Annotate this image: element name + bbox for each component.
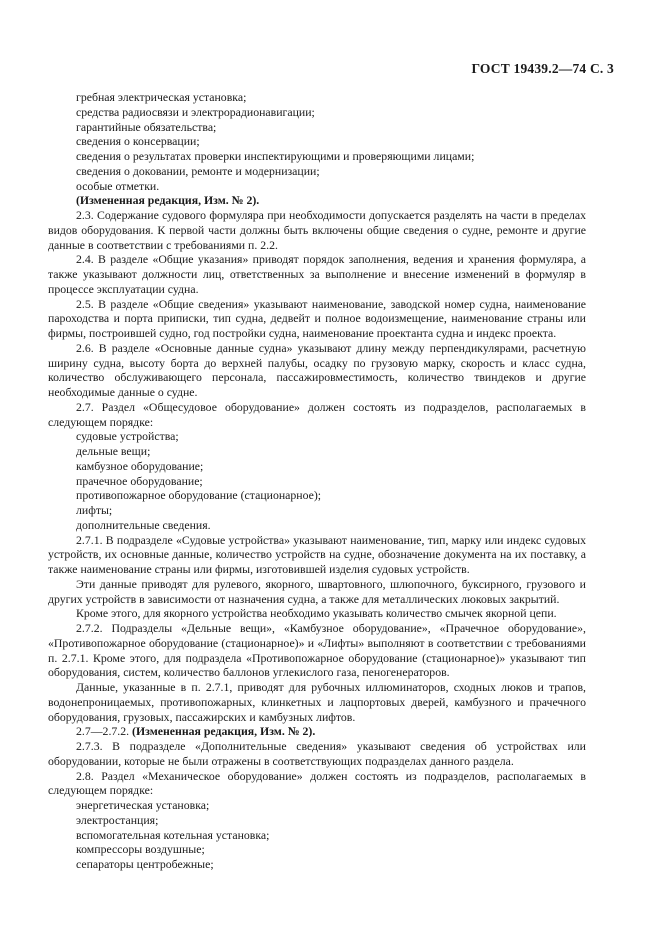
amendment-note: (Измененная редакция, Изм. № 2). — [76, 193, 260, 208]
list-item: дополнительные сведения. — [76, 517, 211, 532]
paragraph-2-3: 2.3. Содержание судового формуляра при необходимости допускается разделять на части в пределах видов оборудования. К первой части должны быть включены общие сведения о судне, ремонте и другие данные в соответствии с требованиями п. 2.2. — [48, 208, 586, 252]
list-item: вспомогательная котельная установка; — [76, 827, 270, 842]
paragraph-2-5: 2.5. В разделе «Общие сведения» указывают наименование, заводской номер судна, наименование пароходства и порта приписки, тип судна, дедвейт и полное водоизмещение, наименование страны или фирмы, построившей судно, год постройки судна, наименование проектанта судна и индекс проекта. — [48, 296, 586, 340]
paragraph-2-7-1-note: Кроме этого, для якорного устройства необходимо указывать количество смычек якорной цепи. — [76, 606, 557, 621]
amendment-label: (Измененная редакция, Изм. № 2). — [132, 724, 316, 739]
list-item: компрессоры воздушные; — [76, 842, 205, 857]
list-item: прачечное оборудование; — [76, 473, 203, 488]
paragraph-2-4: 2.4. В разделе «Общие указания» приводят порядок заполнения, ведения и хранения формуляра, а также указывают должности лиц, ответственных за выполнение и внесение изменений в формуляр в процессе эксплуатации судна. — [48, 252, 586, 296]
list-item: средства радиосвязи и электрорадионавигации; — [76, 104, 315, 119]
document-body — [48, 90, 586, 872]
list-item: лифты; — [76, 503, 113, 517]
list-item: гарантийные обязательства; — [76, 119, 217, 134]
list-item: камбузное оборудование; — [76, 458, 204, 473]
paragraph-2-8: 2.8. Раздел «Механическое оборудование» должен состоять из подразделов, располагаемых в следующем порядке: — [48, 768, 586, 798]
paragraph-2-7-1: 2.7.1. В подразделе «Судовые устройства» указывают наименование, тип, марку или индекс судовых устройств, их основные данные, количество устройств на судне, обозначение документа на их поставку, а также наименование страны или фирмы, изготовившей изделия судовых устройств. — [48, 532, 586, 576]
list-item: сведения о результатах проверки инспектирующими и проверяющими лицами; — [76, 149, 475, 163]
paragraph-2-7-3: 2.7.3. В подразделе «Дополнительные сведения» указывают сведения об устройствах или оборудовании, которые не были отражены в соответствующих подразделах данного раздела. — [48, 739, 586, 768]
paragraph-2-7-2-continued: Данные, указанные в п. 2.7.1, приводят для рубочных иллюминаторов, сходных люков и трапов, водонепроницаемых, противопожарных, клинкетных и лацпортовых дверей, камбузного и прачечного оборудования, грузовых, пассажирских и камбузных лифтов. — [48, 680, 586, 724]
paragraph-2-7: 2.7. Раздел «Общесудовое оборудование» должен состоять из подразделов, располагаемых в следующем порядке: — [48, 399, 586, 429]
list-item: дельные вещи; — [76, 444, 151, 458]
list-item: сепараторы центробежные; — [76, 857, 214, 871]
list-item: противопожарное оборудование (стационарное); — [76, 488, 322, 503]
amendment-note-2 — [48, 724, 586, 739]
amendment-range: 2.7—2.7.2. — [76, 724, 130, 739]
list-item: гребная электрическая установка; — [76, 90, 247, 104]
page-header: ГОСТ 19439.2—74 С. 3 — [471, 61, 614, 76]
list-item: электростанция; — [76, 812, 159, 827]
paragraph-2-7-2: 2.7.2. Подразделы «Дельные вещи», «Камбузное оборудование», «Прачечное оборудование», «Противопожарное оборудование (стационарное)» и «Лифты» выполняют в соответствии с требованиями п. 2.7.1. Кроме этого, для подраздела «Противопожарное оборудование (стационарное)» указывают тип оборудования, систем, количество баллонов углекислого газа, пеногенераторов. — [48, 621, 586, 680]
list-item: сведения о консервации; — [76, 134, 200, 149]
list-item: особые отметки. — [76, 178, 160, 193]
paragraph-2-7-1-continued: Эти данные приводят для рулевого, якорного, швартовного, шлюпочного, буксирного, грузового и других устройств в зависимости от назначения судна, а также для металлических люковых закрытий. — [48, 576, 586, 606]
list-item: энергетическая установка; — [76, 798, 210, 812]
paragraph-2-6: 2.6. В разделе «Основные данные судна» указывают длину между перпендикулярами, расчетную ширину судна, высоту борта до верхней палубы, осадку по грузовую марку, скорость и класс судна, количество обслуживающего персонала, пассажировместимость, количество твиндеков и другие необходимые данные о судне. — [48, 340, 586, 399]
list-item: сведения о доковании, ремонте и модернизации; — [76, 163, 320, 178]
list-item: судовые устройства; — [76, 429, 179, 444]
